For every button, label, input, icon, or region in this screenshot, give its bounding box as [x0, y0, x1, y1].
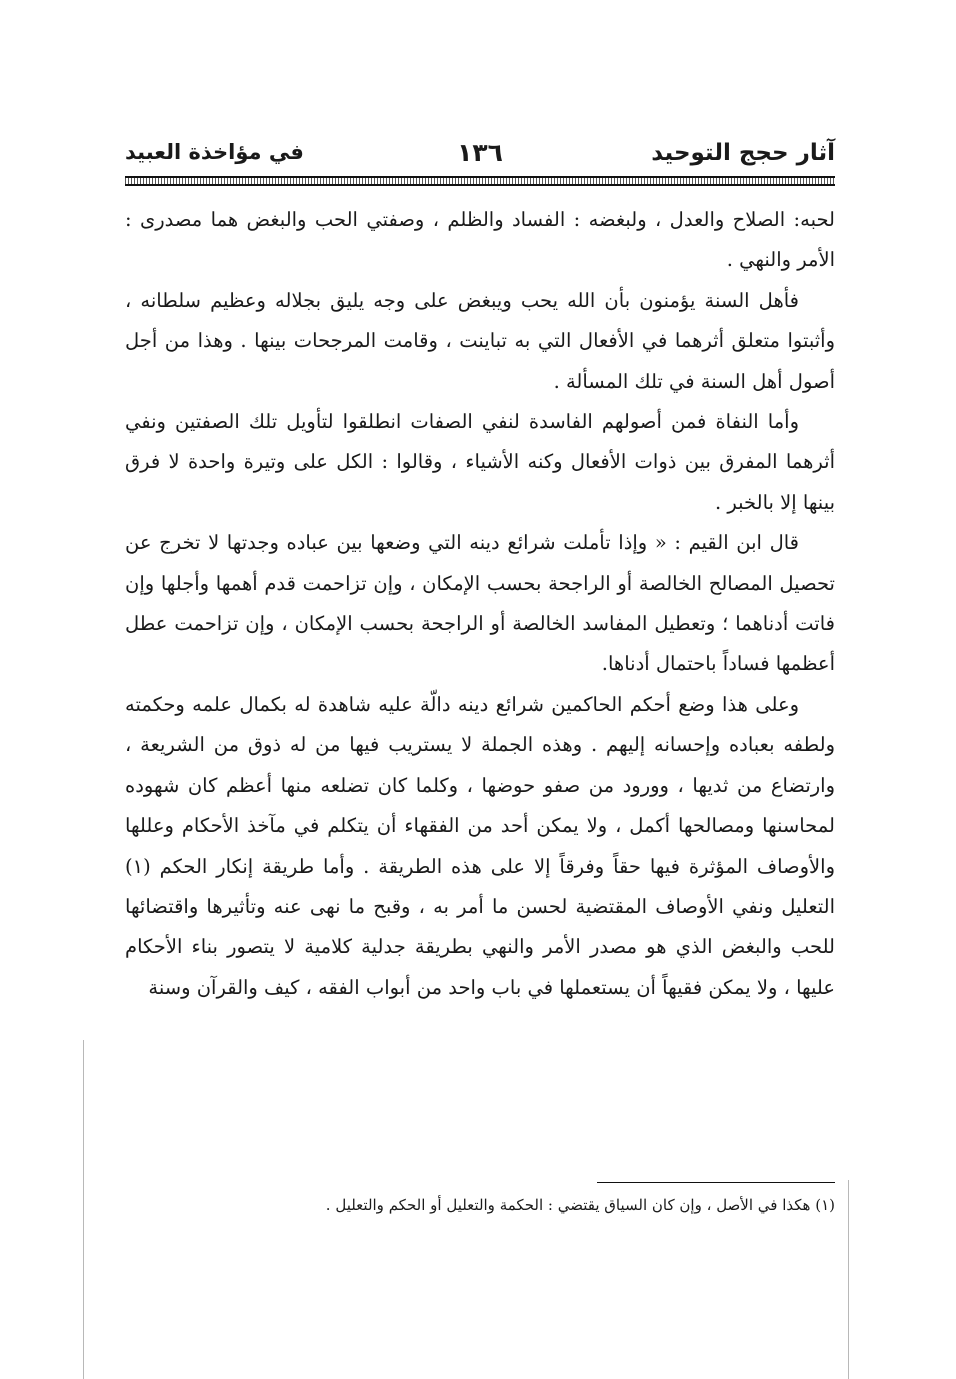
running-header [125, 140, 835, 174]
paragraph: لحبه: الصلاح والعدل ، ولبغضه : الفساد والظلم ، وصفتي الحب والبغض هما مصدرى : الأمر والنهي . [125, 208, 835, 272]
paragraph: فأهل السنة يؤمنون بأن الله يحب ويبغض على وجه يليق بجلاله وعظيم سلطانه ، وأثبتوا متعلق أثرهما في الأفعال التي به تباينت ، وقامت المرجحات بينها . وهذا من أجل أصول أهل السنة في تلك المسألة . [125, 288, 835, 393]
scan-artifact-line [848, 1180, 849, 1379]
paragraph: وعلى هذا وضع أحكم الحاكمين شرائع دينه دالّة عليه شاهدة له بكمال علمه وحكمته ولطفه بعباده وإحسانه إليهم . وهذه الجملة لا يستريب فيها من له ذوق من الشريعة ، وارتضاع من ثديها ، وورود من صفو حوضها ، وكلما كان تضلعه منها أعظم كان شهوده لمحاسنها ومصالحها أكمل ، ولا يمكن أحد من الفقهاء أن يتكلم في مآخذ الأحكام وعللها والأوصاف المؤثرة فيها حقاً وفرقاً إلا على هذه الطريقة . وأما طريقة إنكار الحكم (١) التعليل ونفي الأوصاف المقتضية لحسن ما أمر به ، وقبح ما نهى عنه وتأثيرها واقتضائها للحب والبغض الذي هو مصدر الأمر والنهي بطريقة جدلية كلامية لا يتصور بناء الأحكام عليها ، ولا يمكن فقيهاً أن يستعملها في باب واحد من أبواب الفقه ، كيف والقرآن وسنة [125, 692, 835, 999]
footnote: (١) هكذا في الأصل ، وإن كان السياق يقتضي : الحكمة والتعليل أو الحكم والتعليل . [325, 1196, 835, 1214]
chapter-title: في مؤاخذة العبيد [125, 140, 304, 164]
scan-artifact-line [83, 1040, 84, 1379]
page-number: ١٣٦ [457, 138, 503, 167]
book-title: آثار حجج التوحيد [651, 140, 835, 166]
paragraph: قال ابن القيم : « وإذا تأملت شرائع دينه التي وضعها بين عباده وجدتها لا تخرج عن تحصيل المصالح الخالصة أو الراجحة بحسب الإمكان ، وإن تزاحمت قدم أهمها وأجلها وإن فاتت أدناهما ؛ وتعطيل المفاسد الخالصة أو الراجحة بحسب الإمكان ، وإن تزاحمت عطل أعظمها فساداً باحتمال أدناها. [125, 531, 835, 676]
paragraph: وأما النفاة فمن أصولهم الفاسدة لنفي الصفات انطلقوا لتأويل تلك الصفتين ونفي أثرهما المفرق بين ذوات الأفعال وكنه الأشياء ، وقالوا : الكل على وتيرة واحدة لا فرق بينها إلا بالخبر . [125, 410, 835, 514]
footnote-divider [597, 1182, 835, 1183]
main-text [125, 200, 835, 1165]
header-divider [125, 176, 835, 186]
